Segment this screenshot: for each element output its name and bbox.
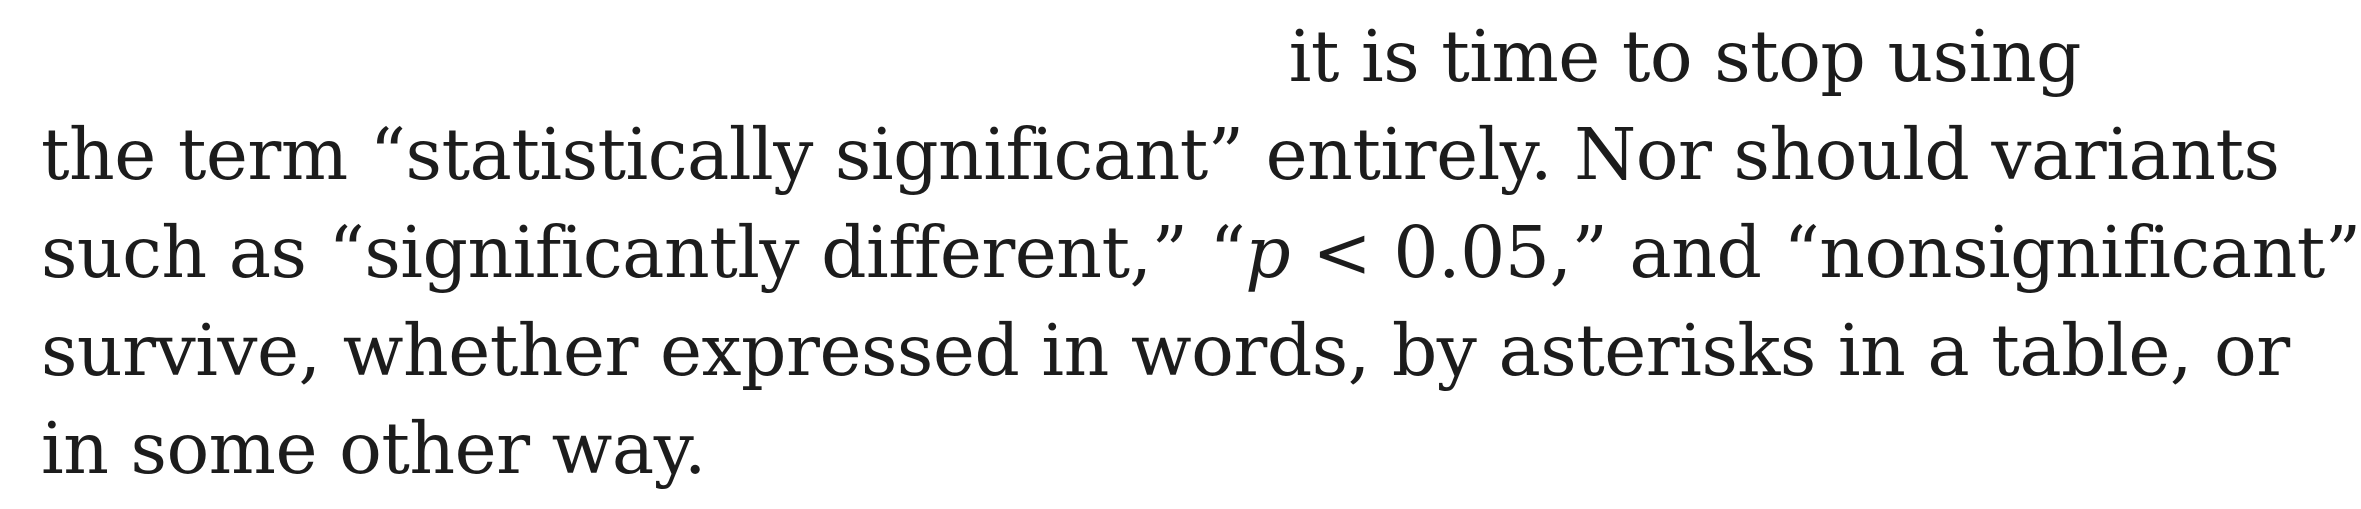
p-value-variable: p — [1245, 211, 1291, 294]
paragraph-line-4: survive, whether expressed in words, by asterisks in a table, or — [41, 309, 2290, 392]
paragraph-line-3 — [41, 204, 2361, 302]
paragraph-line-5: in some other way. — [41, 407, 706, 490]
paragraph-line-1: it is time to stop using — [1288, 15, 2081, 98]
paragraph-line-2: the term “statistically significant” entirely. Nor should variants — [41, 113, 2280, 196]
line-3-text-before: such as “significantly different,” “ — [41, 211, 1246, 294]
line-3-text-after: < 0.05,” and “nonsignificant” — [1290, 211, 2361, 294]
